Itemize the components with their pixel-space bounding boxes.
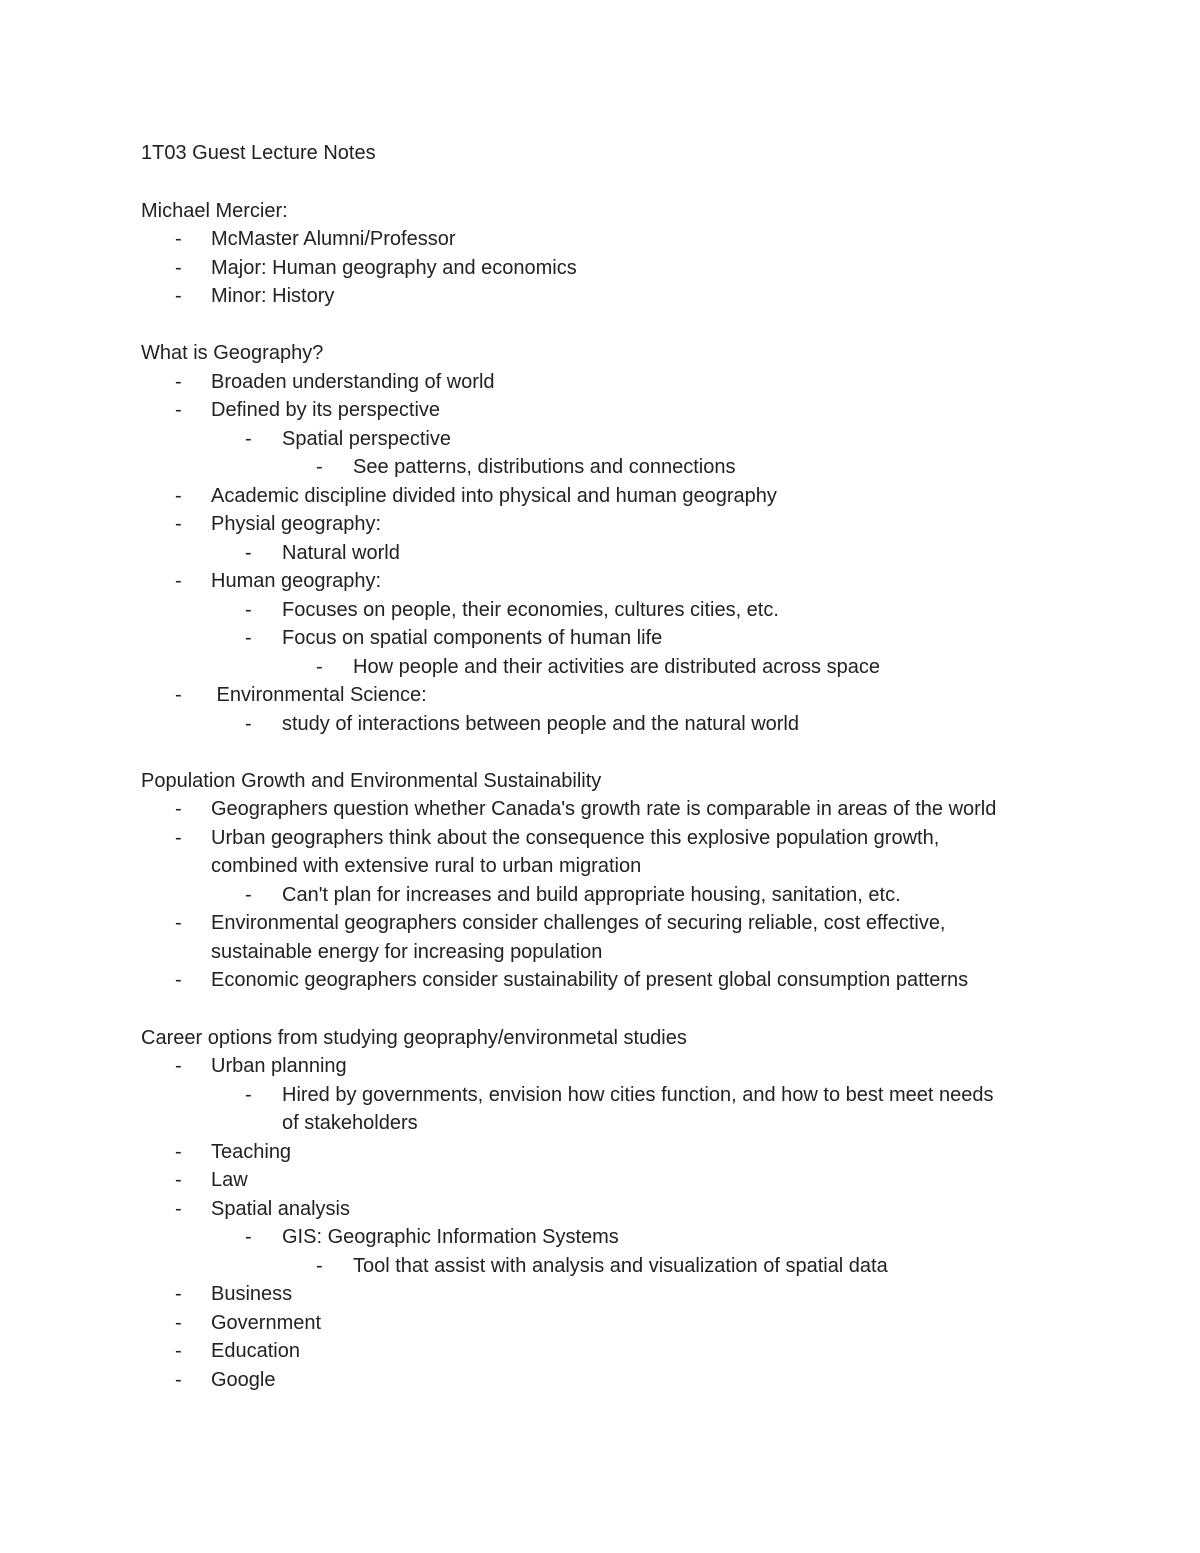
bullet-dash: - — [175, 684, 182, 706]
bullet-dash: - — [175, 570, 182, 592]
bullet-dash: - — [245, 542, 252, 564]
list-item: GIS: Geographic Information Systems — [282, 1226, 619, 1248]
list-item: study of interactions between people and the natural world — [282, 713, 800, 735]
list-item: Tool that assist with analysis and visualization of spatial data — [353, 1255, 888, 1277]
list-item: Urban planning — [211, 1055, 347, 1077]
bullet-dash: - — [245, 1084, 252, 1106]
list-item: Geographers question whether Canada's growth rate is comparable in areas of the world — [211, 798, 997, 820]
bullet-dash: - — [175, 399, 182, 421]
list-item: Spatial analysis — [211, 1198, 350, 1220]
list-item: Physial geography: — [211, 513, 382, 535]
list-item-continuation: combined with extensive rural to urban migration — [211, 855, 642, 877]
list-item: Academic discipline divided into physical and human geography — [211, 485, 777, 507]
bullet-dash: - — [316, 1255, 323, 1277]
bullet-dash: - — [245, 713, 252, 735]
bullet-dash: - — [245, 627, 252, 649]
list-item: Urban geographers think about the consequence this explosive population growth, — [211, 827, 940, 849]
bullet-dash: - — [175, 1369, 182, 1391]
bullet-dash: - — [245, 599, 252, 621]
list-item: Broaden understanding of world — [211, 371, 495, 393]
list-item: McMaster Alumni/Professor — [211, 228, 456, 250]
list-item: Human geography: — [211, 570, 382, 592]
list-item: Government — [211, 1312, 322, 1334]
bullet-dash: - — [316, 656, 323, 678]
bullet-dash: - — [175, 513, 182, 535]
list-item: Can't plan for increases and build appropriate housing, sanitation, etc. — [282, 884, 901, 906]
list-item: Spatial perspective — [282, 428, 451, 450]
bullet-dash: - — [175, 969, 182, 991]
list-item: Teaching — [211, 1141, 292, 1163]
list-item: Economic geographers consider sustainability of present global consumption patterns — [211, 969, 969, 991]
section-heading-population: Population Growth and Environmental Sustainability — [141, 770, 602, 792]
list-item: Hired by governments, envision how cities function, and how to best meet needs — [282, 1084, 994, 1106]
bullet-dash: - — [175, 257, 182, 279]
section-heading-geography: What is Geography? — [141, 342, 324, 364]
list-item-continuation: of stakeholders — [282, 1112, 418, 1134]
list-item: Environmental Science: — [211, 684, 427, 706]
list-item: See patterns, distributions and connections — [353, 456, 736, 478]
bullet-dash: - — [175, 912, 182, 934]
section-heading-careers: Career options from studying geopraphy/environmetal studies — [141, 1027, 687, 1049]
list-item: Focus on spatial components of human life — [282, 627, 663, 649]
bullet-dash: - — [175, 1312, 182, 1334]
list-item: Minor: History — [211, 285, 335, 307]
section-heading-speaker: Michael Mercier: — [141, 200, 288, 222]
document-title: 1T03 Guest Lecture Notes — [141, 142, 376, 164]
list-item-continuation: sustainable energy for increasing population — [211, 941, 603, 963]
list-item: How people and their activities are distributed across space — [353, 656, 880, 678]
bullet-dash: - — [175, 1169, 182, 1191]
list-item: Education — [211, 1340, 300, 1362]
bullet-dash: - — [245, 884, 252, 906]
list-item: Google — [211, 1369, 276, 1391]
bullet-dash: - — [175, 1198, 182, 1220]
bullet-dash: - — [175, 1283, 182, 1305]
bullet-dash: - — [175, 1055, 182, 1077]
bullet-dash: - — [175, 285, 182, 307]
list-item: Law — [211, 1169, 248, 1191]
bullet-dash: - — [175, 1141, 182, 1163]
bullet-dash: - — [245, 428, 252, 450]
bullet-dash: - — [175, 827, 182, 849]
bullet-dash: - — [316, 456, 323, 478]
bullet-dash: - — [175, 485, 182, 507]
bullet-dash: - — [175, 228, 182, 250]
list-item: Defined by its perspective — [211, 399, 441, 421]
list-item: Focuses on people, their economies, cultures cities, etc. — [282, 599, 779, 621]
list-item: Natural world — [282, 542, 400, 564]
list-item: Major: Human geography and economics — [211, 257, 577, 279]
bullet-dash: - — [175, 371, 182, 393]
list-item: Environmental geographers consider challenges of securing reliable, cost effective, — [211, 912, 946, 934]
bullet-dash: - — [175, 1340, 182, 1362]
bullet-dash: - — [175, 798, 182, 820]
list-item: Business — [211, 1283, 293, 1305]
bullet-dash: - — [245, 1226, 252, 1248]
